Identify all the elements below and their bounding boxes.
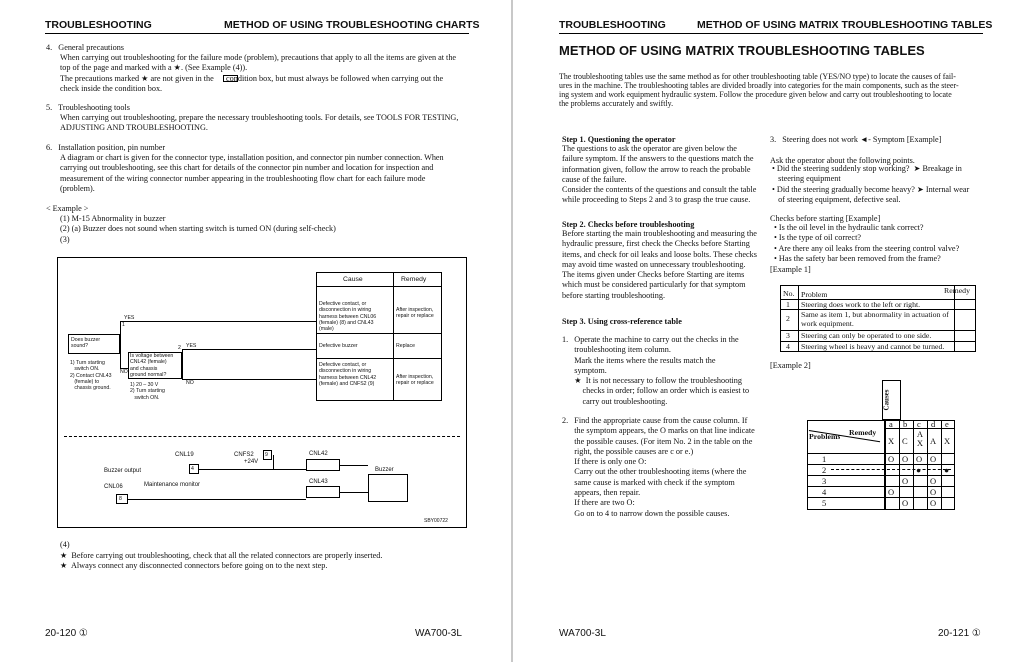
ask-operator-lines: • Did the steering suddenly stop working? ➤ Breakage in steering equipment • Did the steering gradually become heavy? ➤ Internal wear of steering equipment, defective seal. bbox=[772, 164, 970, 204]
buzzer-output-label: Buzzer output bbox=[104, 468, 142, 474]
matrix-mark: O bbox=[930, 454, 937, 464]
remedy-mark-a: X bbox=[888, 436, 895, 446]
left-header-rule bbox=[45, 33, 469, 34]
row-4-no: 4 bbox=[786, 342, 790, 351]
row-3-no: 3 bbox=[786, 331, 790, 340]
problems-label: Problems bbox=[809, 432, 841, 441]
left-footer-page: 20-120 ① bbox=[45, 628, 88, 639]
matrix-mark: O bbox=[916, 454, 923, 464]
maintenance-monitor-label: Maintenance monitor bbox=[144, 482, 201, 488]
buzzer-label: Buzzer bbox=[375, 467, 394, 473]
matrix-row-5-no: 5 bbox=[822, 498, 827, 508]
step-3-title: Step 3. Using cross-reference table bbox=[562, 317, 682, 326]
cnl06-label: CNL06 bbox=[104, 484, 123, 490]
cnl43-connector bbox=[306, 486, 340, 498]
left-page bbox=[0, 0, 511, 662]
example-lines: (1) M-15 Abnormality in buzzer (2) (a) Buzzer does not sound when starting switch is turned ON (during self-check) (3) bbox=[60, 214, 336, 244]
section-5-body: When carrying out troubleshooting, prepare the necessary troubleshooting tools. For details, see TOOLS FOR TESTING, ADJUSTING AND TROUBLESHOOTING. bbox=[60, 113, 459, 133]
cause-col-a: a bbox=[889, 419, 893, 429]
cnl42-connector bbox=[306, 459, 340, 471]
step-2-title: Step 2. Checks before troubleshooting bbox=[562, 220, 695, 229]
row-2-no: 2 bbox=[786, 314, 790, 323]
step-1-title: Step 1. Questioning the operator bbox=[562, 135, 676, 144]
yes-label-2: YES bbox=[186, 343, 197, 349]
yes-label-1: YES bbox=[124, 315, 135, 321]
matrix-row-4-no: 4 bbox=[822, 487, 827, 497]
left-footer-model: WA700-3L bbox=[415, 628, 462, 639]
cause-col-c: c bbox=[917, 419, 921, 429]
step-num-1: 1 bbox=[122, 322, 125, 328]
remedy-3: After inspection, repair or replace bbox=[396, 374, 434, 387]
cnl06-pin: 8 bbox=[119, 496, 122, 502]
section-5-title: 5. Troubleshooting tools bbox=[46, 103, 130, 112]
right-header-rule bbox=[559, 33, 983, 34]
example-heading: < Example > bbox=[46, 204, 89, 213]
intro-paragraph: The troubleshooting tables use the same method as for other troubleshooting table (YES/NO type) to locate the causes of fail- ures in the machine. The troubleshooting tables are divided broadly into categories for the main components, such as the steer- ing system and work equipment hydraulic system. Follow the procedure given below and carry out troubleshooting to locate the problems accurately and swiftly. bbox=[559, 72, 959, 109]
matrix-row-3-no: 3 bbox=[822, 476, 827, 486]
row-2-problem: Same as item 1, but abnormality in actuation of work equipment. bbox=[801, 310, 949, 328]
cnl19-pin: 4 bbox=[191, 466, 194, 472]
cause-col-e: e bbox=[945, 419, 949, 429]
step-2-body: Before starting the main troubleshooting and measuring the hydraulic pressure, first check the Checks before Starting items, and check for oil leaks and loose bolts. These checks may avoid time wasted on unnecessary troubleshooting. The items given under Checks before Starting are items which must be considered particularly for that symptom before starting troubleshooting. bbox=[562, 229, 757, 300]
col-no-header: No. bbox=[783, 289, 795, 298]
condition-box-symbol bbox=[223, 75, 238, 82]
right-header-title: METHOD OF USING MATRIX TROUBLESHOOTING TABLES bbox=[697, 19, 993, 31]
right-footer-model: WA700-3L bbox=[559, 628, 606, 639]
matrix-mark: O bbox=[930, 487, 937, 497]
remedy-mark-b: C bbox=[902, 436, 908, 446]
note-4-lines: ★ Before carrying out troubleshooting, check that all the related connectors are properly inserted. ★ Always connect any disconnected connectors before going on to the next step. bbox=[60, 551, 383, 571]
matrix-mark: O bbox=[888, 454, 895, 464]
matrix-mark: O bbox=[888, 487, 895, 497]
no-label-1: NO bbox=[120, 369, 128, 375]
cause-1: Defective contact, or disconnection in wiring harness between CNL06 (female) (8) and CNL43 (male) bbox=[319, 301, 377, 333]
section-6-title: 6. Installation position, pin number bbox=[46, 143, 166, 152]
matrix-mark: O bbox=[930, 476, 937, 486]
flow-box-2-notes: 1) 20 – 30 V 2) Turn starting switch ON. bbox=[130, 382, 165, 401]
plus24v-label: +24V bbox=[244, 459, 259, 465]
remedy-mark-c: A X bbox=[916, 429, 924, 448]
example-2-label: [Example 2] bbox=[770, 361, 811, 370]
section-6-body: A diagram or chart is given for the connector type, installation position, and connector pin number connection. When carrying out troubleshooting, see this chart for details of the connector pin number and location for inspection and measurement of the wiring connector number appearing in the troubleshooting flow chart for each failure mode (problem). bbox=[60, 153, 444, 193]
step-1-body: The questions to ask the operator are given below the failure symptom. If the answers to the questions match the information given, follow the arrow to reach the probable cause of the failure. Consider the contents of the questions and consult the table while proceeding to Steps 2 and 3 to grasp the true cause. bbox=[562, 144, 757, 205]
figure-code: SBY00722 bbox=[424, 518, 448, 524]
left-header-title: METHOD OF USING TROUBLESHOOTING CHARTS bbox=[224, 19, 480, 31]
remedy-mark-d: A bbox=[930, 436, 937, 446]
cnfs2-pin: 9 bbox=[265, 452, 268, 458]
right-header-section: TROUBLESHOOTING bbox=[559, 19, 666, 31]
right-page-title: METHOD OF USING MATRIX TROUBLESHOOTING TABLES bbox=[559, 43, 925, 58]
cnl42-label: CNL42 bbox=[309, 451, 328, 457]
flow-box-1-notes: 1) Turn starting switch ON. 2) Contact CNL43 (female) to chassis ground. bbox=[70, 360, 112, 392]
step-3-item-2: 2. Find the appropriate cause from the cause column. If the symptom appears, the O marks on that line indicate the possible causes. (For item No. 2 in the table on the right, the possible causes are c or e.) If there is only one O: Carry out the other troubleshooting items (where the same cause is marked with check if the symptom appears, then repair. If there are two O: Go on to 4 to narrow down the possible causes. bbox=[562, 416, 755, 518]
matrix-mark: ● bbox=[916, 465, 922, 475]
matrix-mark: ● bbox=[944, 465, 950, 475]
right-footer-page: 20-121 ① bbox=[938, 628, 981, 639]
buzzer-box bbox=[368, 474, 408, 502]
matrix-row-2-no: 2 bbox=[822, 465, 827, 475]
remedy-1: After inspection, repair or replace bbox=[396, 307, 434, 320]
col-remedy-header: Remedy bbox=[944, 286, 970, 295]
cnl19-label: CNL19 bbox=[175, 452, 194, 458]
section-4-body: When carrying out troubleshooting for the failure mode (problem), precautions that apply to all the items are given at the top of the page and marked with a ★. (See Example (4)). The precautions marked ★ are not given in the condition box, but must always be followed when carrying out the check inside the condition box. bbox=[60, 53, 457, 93]
row-1-no: 1 bbox=[786, 300, 790, 309]
note-4-head: (4) bbox=[60, 540, 70, 549]
flow-box-2-question: Is voltage between CNL42 (female) and chassis ground normal? bbox=[130, 353, 174, 378]
checks-head: Checks before starting [Example] bbox=[770, 214, 881, 223]
checks-lines: • Is the oil level in the hydraulic tank correct? • Is the type of oil correct? • Are there any oil leaks from the steering control valve? • Has the safety bar been removed from the frame? bbox=[774, 223, 960, 263]
row-4-problem: Steering wheel is heavy and cannot be turned. bbox=[801, 342, 945, 351]
remedy-2: Replace bbox=[396, 343, 416, 349]
remedy-header: Remedy bbox=[401, 276, 427, 283]
step-3-item-1: 1. Operate the machine to carry out the checks in the troubleshooting item column. Mark the items where the results match the symptom. ★ It is not necessary to follow the troubleshooting checks in order; follow an order which is easiest to carry out troubleshooting. bbox=[562, 335, 750, 406]
cnl43-label: CNL43 bbox=[309, 479, 328, 485]
remedy-label: Remedy bbox=[849, 428, 877, 437]
example-1-label: [Example 1] bbox=[770, 265, 811, 274]
row-1-problem: Steering does work to the left or right. bbox=[801, 300, 921, 309]
cnfs2-label: CNFS2 bbox=[234, 452, 254, 458]
causes-label: Causes bbox=[882, 389, 891, 411]
troubleshooting-chart-figure bbox=[57, 257, 467, 528]
cause-3: Defective contact, or disconnection in wiring harness between CNL42 (female) and CNFS2 (9) bbox=[319, 362, 377, 387]
col-problem-header: Problem bbox=[801, 290, 828, 299]
ask-operator-head: Ask the operator about the following points. bbox=[770, 156, 915, 165]
item-3-symptom: 3. Steering does not work ◄- Symptom [Example] bbox=[770, 135, 942, 144]
step-num-2: 2 bbox=[178, 345, 181, 351]
matrix-mark: O bbox=[902, 454, 909, 464]
matrix-mark: O bbox=[902, 498, 909, 508]
no-label-2: NO bbox=[186, 380, 194, 386]
matrix-mark: O bbox=[930, 498, 937, 508]
matrix-row-1-no: 1 bbox=[822, 454, 827, 464]
matrix-mark: O bbox=[902, 476, 909, 486]
cause-col-d: d bbox=[931, 419, 936, 429]
remedy-mark-e: X bbox=[944, 436, 951, 446]
cause-2: Defective buzzer bbox=[319, 343, 358, 349]
right-page bbox=[513, 0, 1024, 662]
cause-col-b: b bbox=[903, 419, 908, 429]
left-header-section: TROUBLESHOOTING bbox=[45, 19, 152, 31]
section-4-title: 4. General precautions bbox=[46, 43, 124, 52]
cause-header: Cause bbox=[343, 276, 363, 283]
flow-box-1-question: Does buzzer sound? bbox=[71, 337, 101, 350]
cnl06-connector bbox=[116, 494, 128, 504]
row-3-problem: Steering can only be operated to one side. bbox=[801, 331, 932, 340]
